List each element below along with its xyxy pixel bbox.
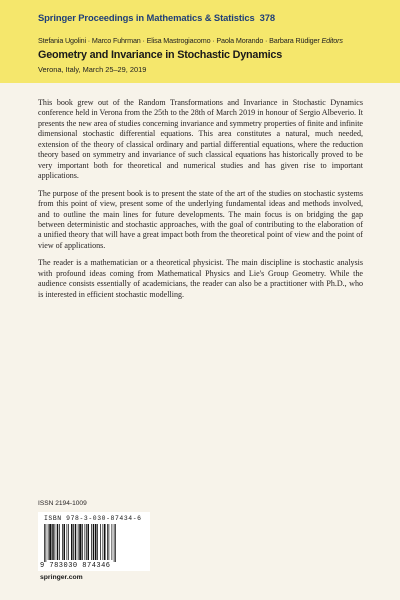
barcode-bar xyxy=(115,524,116,562)
publisher-url xyxy=(40,574,83,581)
barcode-graphic xyxy=(42,524,146,562)
barcode-bar xyxy=(112,524,113,560)
barcode-bar xyxy=(64,524,66,560)
barcode-bar xyxy=(75,524,77,560)
series-title xyxy=(38,12,275,23)
barcode-bar xyxy=(52,524,54,560)
barcode-bar xyxy=(82,524,83,560)
barcode-bar xyxy=(93,524,95,560)
editors-line xyxy=(38,36,343,45)
isbn-barcode xyxy=(38,512,150,571)
barcode-bar xyxy=(95,524,97,560)
barcode-bar xyxy=(62,524,63,560)
barcode-bar xyxy=(79,524,81,560)
barcode-bar xyxy=(57,524,59,560)
blurb-paragraph-1: This book grew out of the Random Transformations and Invariance in Stochastic Dynamics conference held in Verona from the 25th to the 28th of March 2019 in honour of Sergio Albeverio. It presents the new area of studies concerning invariance and symmetry properties of finite and infinite dimensional stochastic differential equations. This area constitutes a natural, much needed, extension of the theory of classical ordinary and partial differential equations, where the reduction theory based on symmetry and invariance of such classical equations has historically proved to be very important both for theoretical and numerical studies and has given rise to important applications. xyxy=(38,98,363,181)
barcode-bar xyxy=(103,524,104,560)
barcode-bar xyxy=(73,524,74,560)
barcode-bar xyxy=(55,524,56,560)
barcode-bar xyxy=(46,524,47,562)
editors-role: Editors xyxy=(321,36,343,45)
isbn-label: ISBN 978-3-030-87434-6 xyxy=(44,515,142,522)
barcode-bar xyxy=(86,524,87,560)
blurb-paragraph-2: The purpose of the present book is to present the state of the art of the studies on stochastic systems from this point of view, present some of the underlying fundamental ideas and methods involved, and to outline the main lines for future developments. The main focus is on bridging the gap between deterministic and stochastic approaches, with the goal of contributing to the elaboration of a unified theory that will have a great impact both from the theoretical point of view and the point of view of applications. xyxy=(38,188,363,250)
barcode-bar xyxy=(97,524,98,560)
blurb xyxy=(38,98,363,307)
barcode-bar xyxy=(44,524,45,562)
barcode-bar xyxy=(85,524,86,560)
conference-location: Verona, Italy, March 25–29, 2019 xyxy=(38,65,147,74)
barcode-bar xyxy=(59,524,60,560)
barcode-bar xyxy=(68,524,69,560)
barcode-bar xyxy=(100,524,101,560)
barcode-bar xyxy=(88,524,90,560)
barcode-digits: 9 783030 874346 xyxy=(40,562,111,570)
editors-names: Stefania Ugolini · Marco Fuhrman · Elisa Mastrogiacomo · Paola Morando · Barbara Rüdiger xyxy=(38,36,320,45)
barcode-bar xyxy=(49,524,51,560)
barcode-bar xyxy=(67,524,68,560)
book-title: Geometry and Invariance in Stochastic Dynamics xyxy=(38,49,283,61)
barcode-bar xyxy=(107,524,108,560)
barcode-bar xyxy=(78,524,79,560)
barcode-bar xyxy=(91,524,92,560)
barcode-bar xyxy=(104,524,106,560)
barcode-bar xyxy=(71,524,73,560)
series-number: 378 xyxy=(259,12,275,23)
barcode-bar xyxy=(48,524,49,560)
issn-label: ISSN 2194-1009 xyxy=(38,500,87,507)
publisher-url-text: springer.com xyxy=(40,574,83,581)
barcode-bar xyxy=(109,524,110,560)
blurb-paragraph-3: The reader is a mathematician or a theoretical physicist. The main discipline is stochastic analysis with profound ideas coming from Mathematical Physics and Lie's Group Geometry. While the audience consists essentially of academicians, the reader can also be a practitioner with Ph.D., who is interested in efficient stochastic modelling. xyxy=(38,258,363,299)
barcode-bar xyxy=(114,524,115,562)
series-name: Springer Proceedings in Mathematics & Statistics xyxy=(38,12,255,23)
